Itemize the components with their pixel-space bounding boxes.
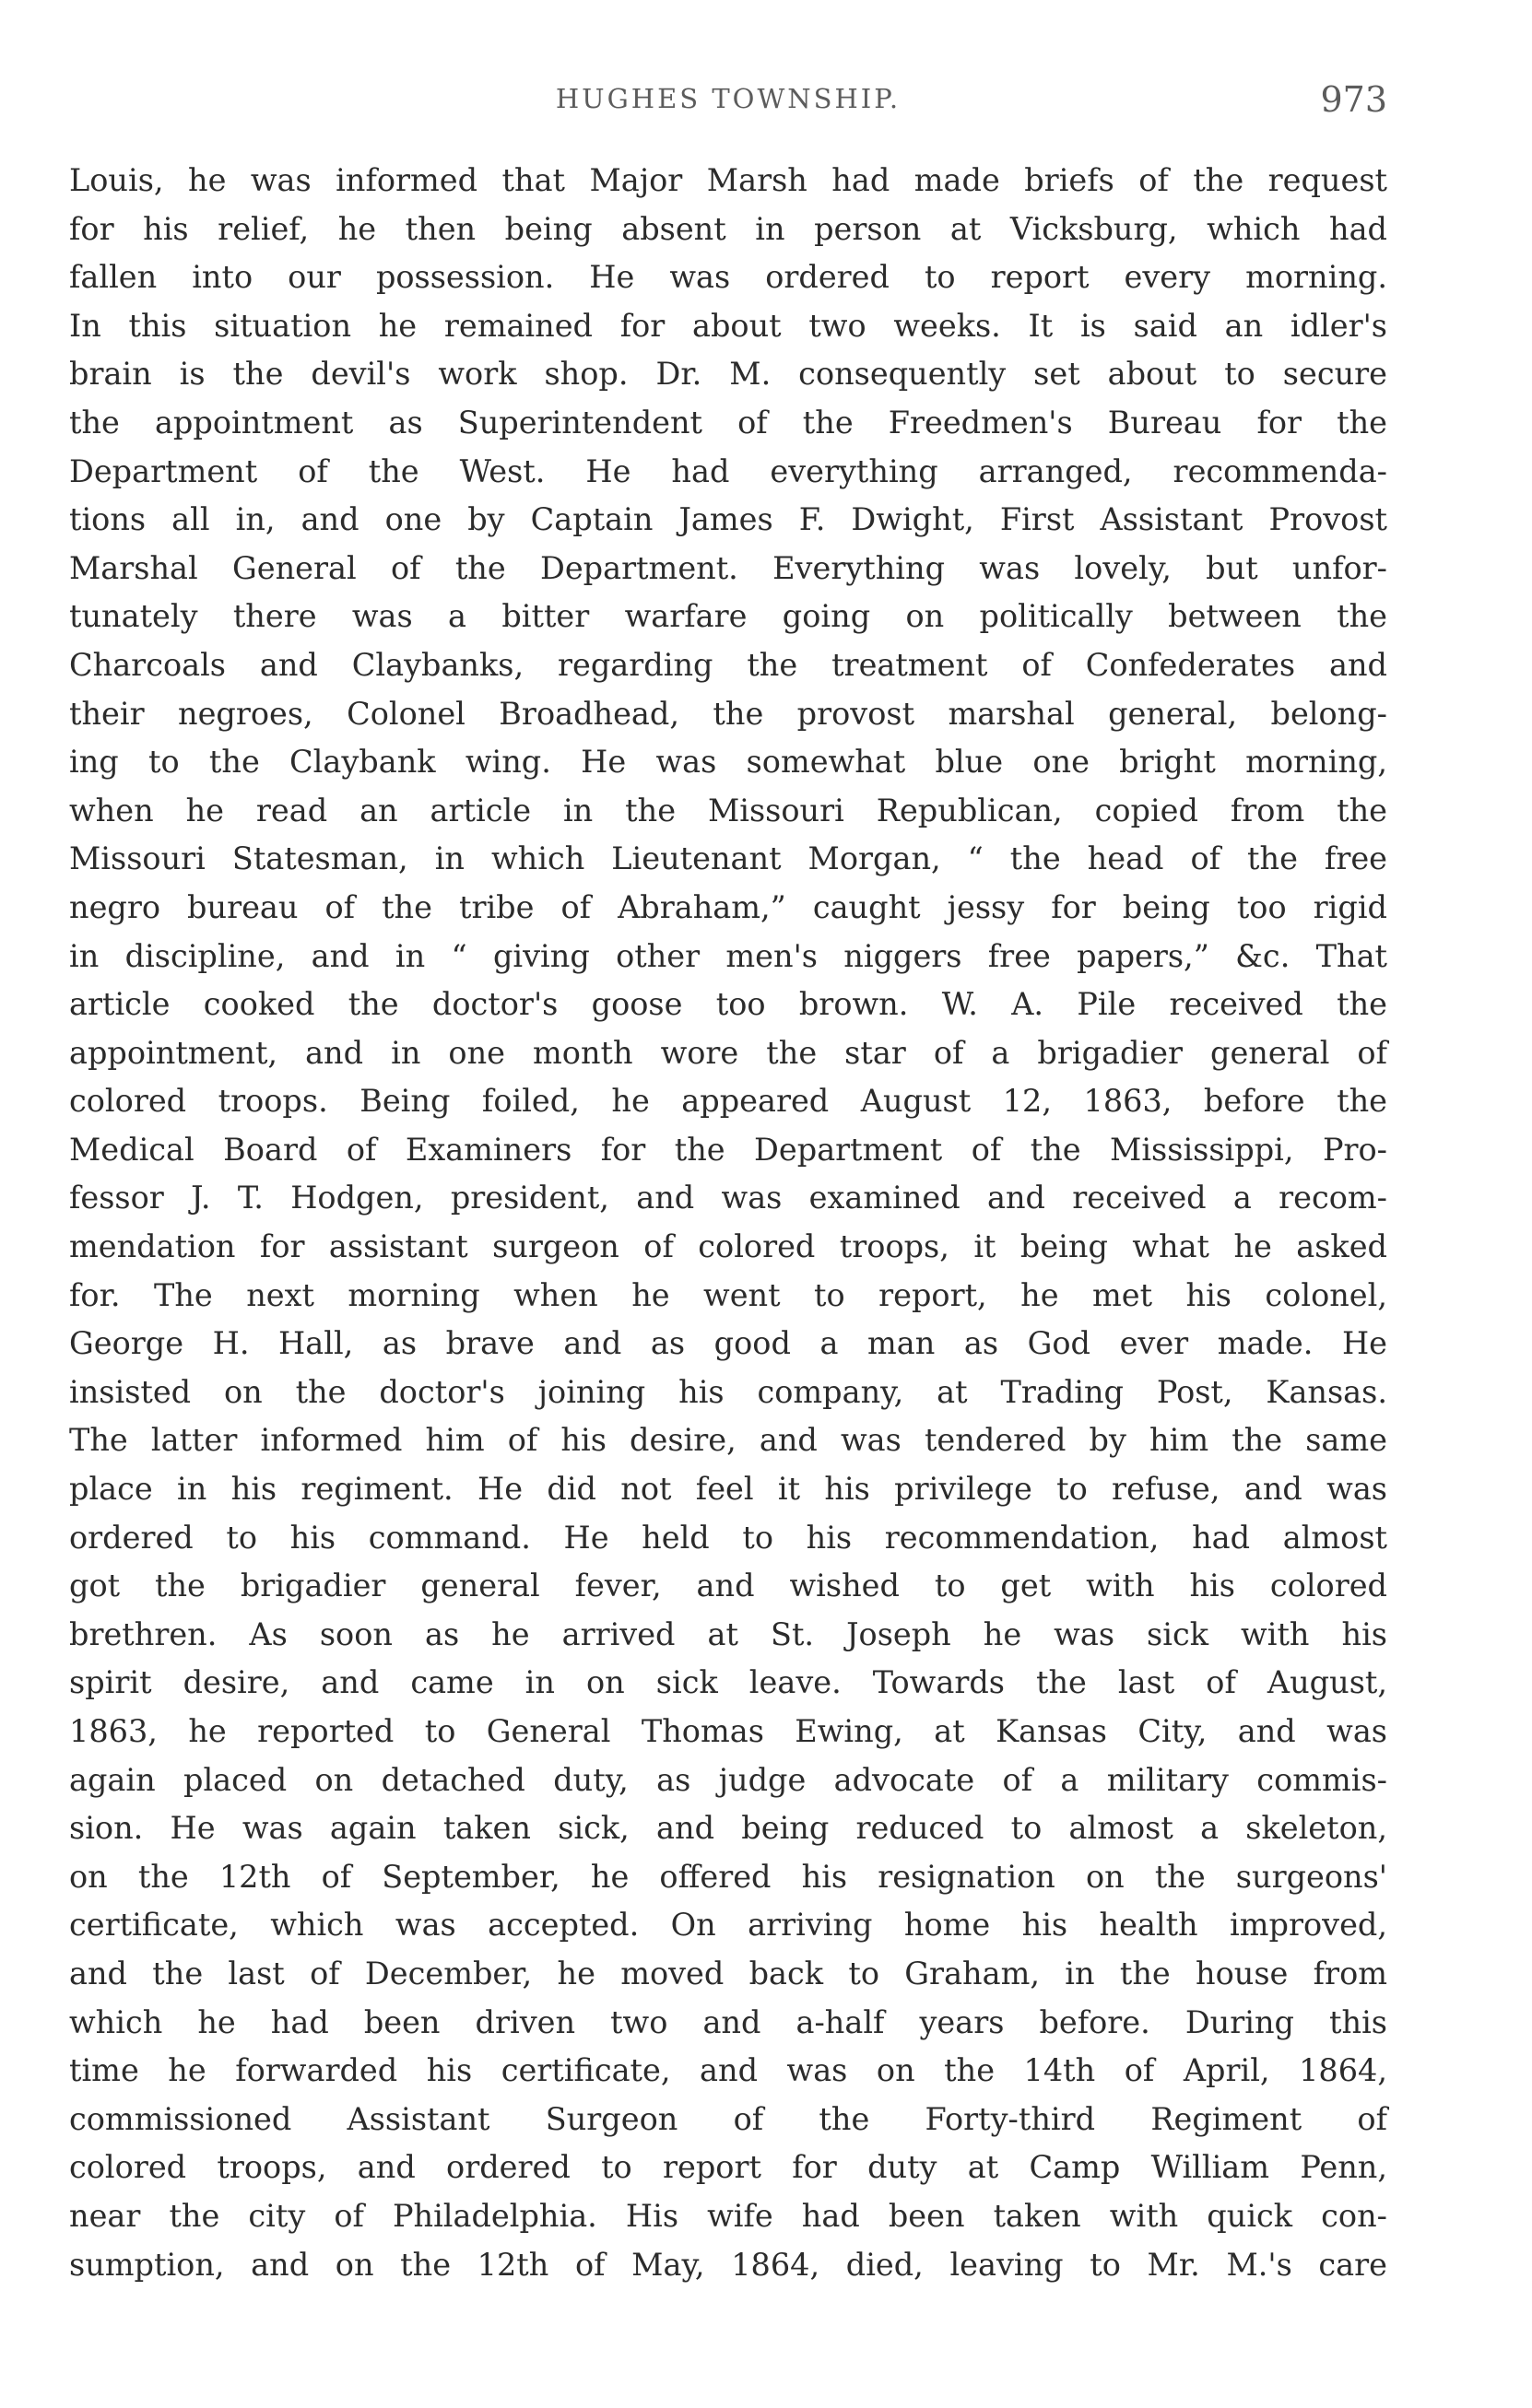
text-line: and the last of December, he moved back to Graham, in the house from — [69, 1955, 1387, 1991]
text-line: their negroes, Colonel Broadhead, the provost marshal general, belong- — [69, 695, 1387, 732]
text-line: Charcoals and Claybanks, regarding the treatment of Confederates and — [69, 646, 1387, 683]
text-line: tunately there was a bitter warfare going on politically between the — [69, 598, 1387, 635]
text-line: colored troops, and ordered to report for duty at Camp William Penn, — [69, 2149, 1387, 2186]
text-line: Marshal General of the Department. Everything was lovely, but unfor- — [69, 549, 1387, 586]
text-line: ordered to his command. He held to his recommendation, had almost — [69, 1519, 1387, 1556]
text-line: got the brigadier general fever, and wished to get with his colored — [69, 1568, 1387, 1604]
text-line: mendation for assistant surgeon of colored troops, it being what he asked — [69, 1228, 1387, 1265]
text-line: In this situation he remained for about two weeks. It is said an idler's — [69, 307, 1387, 344]
text-line: fallen into our possession. He was ordered to report every morning. — [69, 259, 1387, 296]
text-line: for his relief, he then being absent in person at Vicksburg, which had — [69, 210, 1387, 247]
text-line: fessor J. T. Hodgen, president, and was examined and received a recom- — [69, 1180, 1387, 1216]
text-line: time he forwarded his certificate, and was on the 14th of April, 1864, — [69, 2052, 1387, 2089]
body-text — [69, 157, 1387, 2289]
text-line: Missouri Statesman, in which Lieutenant Morgan, “ the head of the free — [69, 840, 1387, 877]
text-line: commissioned Assistant Surgeon of the Forty-third Regiment of — [69, 2100, 1387, 2137]
text-line: sion. He was again taken sick, and being reduced to almost a skeleton, — [69, 1810, 1387, 1847]
text-line: article cooked the doctor's goose too brown. W. A. Pile received the — [69, 986, 1387, 1023]
text-line: certificate, which was accepted. On arriving home his health improved, — [69, 1907, 1387, 1944]
text-line: which he had been driven two and a-half years before. During this — [69, 2003, 1387, 2040]
text-line: Louis, he was informed that Major Marsh had made briefs of the request — [69, 162, 1387, 198]
text-line: Department of the West. He had everything arranged, recommenda- — [69, 452, 1387, 489]
text-line: appointment, and in one month wore the star of a brigadier general of — [69, 1034, 1387, 1071]
text-line: The latter informed him of his desire, and was tendered by him the same — [69, 1422, 1387, 1459]
text-line: insisted on the doctor's joining his company, at Trading Post, Kansas. — [69, 1373, 1387, 1410]
text-line: when he read an article in the Missouri Republican, copied from the — [69, 792, 1387, 828]
text-line: sumption, and on the 12th of May, 1864, died, leaving to Mr. M.'s care — [69, 2246, 1387, 2283]
text-line: near the city of Philadelphia. His wife had been taken with quick con- — [69, 2197, 1387, 2234]
text-line: 1863, he reported to General Thomas Ewing, at Kansas City, and was — [69, 1713, 1387, 1749]
running-head: HUGHES TOWNSHIP. — [555, 83, 902, 114]
text-line: tions all in, and one by Captain James F. Dwight, First Assistant Provost — [69, 501, 1387, 538]
text-line: brethren. As soon as he arrived at St. Joseph he was sick with his — [69, 1615, 1387, 1652]
text-line: negro bureau of the tribe of Abraham,” caught jessy for being too rigid — [69, 888, 1387, 925]
text-line: on the 12th of September, he offered his resignation on the surgeons' — [69, 1858, 1387, 1895]
text-line: brain is the devil's work shop. Dr. M. consequently set about to secure — [69, 356, 1387, 393]
text-line: colored troops. Being foiled, he appeared August 12, 1863, before the — [69, 1083, 1387, 1120]
text-line: again placed on detached duty, as judge advocate of a military commis- — [69, 1761, 1387, 1798]
text-line: George H. Hall, as brave and as good a man as God ever made. He — [69, 1325, 1387, 1362]
page-header — [69, 79, 1387, 129]
text-line: for. The next morning when he went to report, he met his colonel, — [69, 1276, 1387, 1313]
text-line: place in his regiment. He did not feel it his privilege to refuse, and was — [69, 1471, 1387, 1508]
page-number: 973 — [1320, 79, 1387, 120]
text-line: the appointment as Superintendent of the Freedmen's Bureau for the — [69, 404, 1387, 440]
text-line: Medical Board of Examiners for the Department of the Mississippi, Pro- — [69, 1131, 1387, 1168]
text-line: ing to the Claybank wing. He was somewhat blue one bright morning, — [69, 744, 1387, 781]
text-line: in discipline, and in “ giving other men's niggers free papers,” &c. That — [69, 937, 1387, 974]
text-line: spirit desire, and came in on sick leave. Towards the last of August, — [69, 1664, 1387, 1701]
